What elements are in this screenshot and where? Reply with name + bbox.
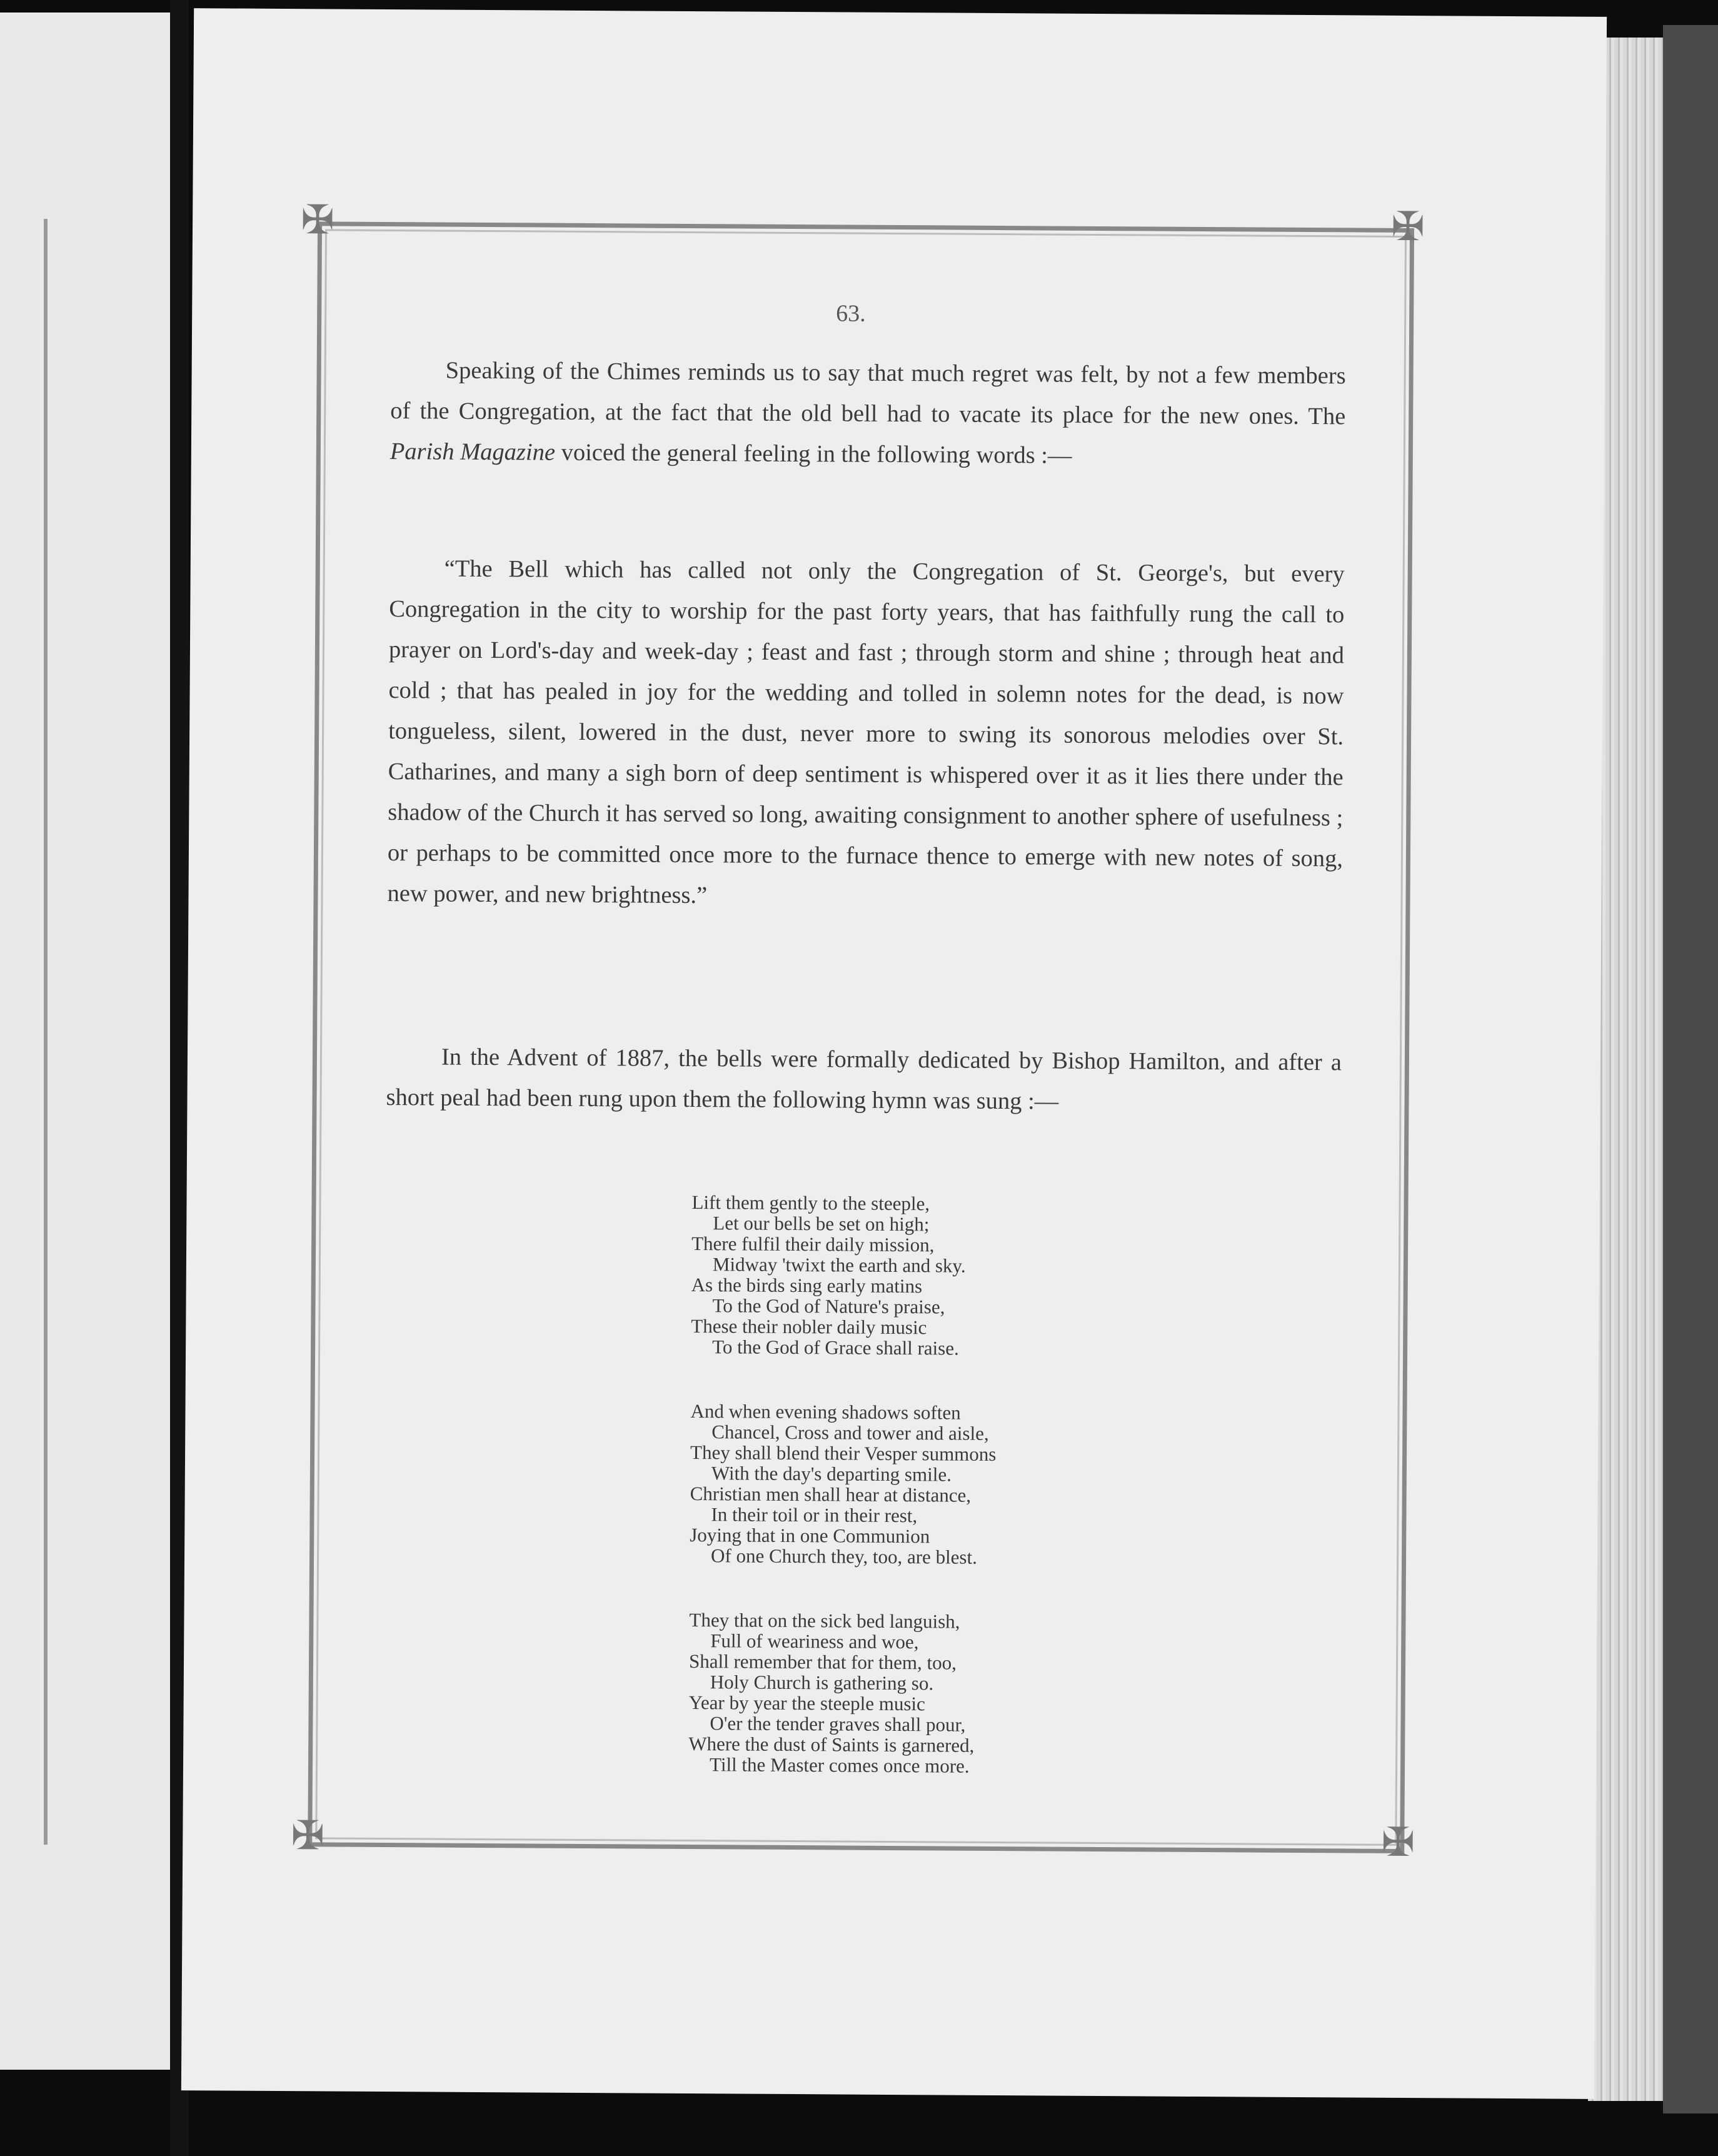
hymn-stanza-1: [691, 1192, 1255, 1360]
hymn-line: And when evening shadows soften: [690, 1400, 961, 1424]
hymn-line: Holy Church is gathering so.: [710, 1671, 934, 1695]
cross-pattee-icon: ✠: [301, 198, 335, 243]
paragraph-chimes: [390, 350, 1346, 478]
hymn-line: Chancel, Cross and tower and aisle,: [711, 1421, 989, 1444]
hymn-line: As the birds sing early matins: [691, 1274, 923, 1297]
cross-pattee-icon: ✠: [1391, 204, 1425, 249]
paragraph-chimes-text-end: voiced the general feeling in the following words :—: [555, 439, 1072, 469]
hymn-line: O'er the tender graves shall pour,: [710, 1712, 966, 1736]
hymn-line: Lift them gently to the steeple,: [691, 1191, 930, 1215]
hymn-line: These their nobler daily music: [691, 1315, 927, 1339]
hymn-line: Till the Master comes once more.: [709, 1753, 970, 1777]
paragraph-bell-quote: “The Bell which has called not only the Congregation of St. George's, but every Congregation in the city to worship for the past forty years, that has faithfully rung the call to prayer on Lord's-day and week-day ; feast and fast ; through storm and shine ; through heat and cold ; that has pealed in joy for the wedding and tolled in solemn notes for the dead, is now tongueless, silent, lowered in the dust, never more to swing its sonorous melodies over St. Catharines, and many a sigh born of deep sentiment is whispered over it as it lies there under the shadow of the Church it has served so long, awaiting consignment to another sphere of usefulness ; or perhaps to be committed once more to the furnace thence to emerge with new notes of song, new power, and new brightness.”: [387, 555, 1345, 909]
hymn-line: Christian men shall hear at distance,: [690, 1483, 972, 1506]
hymn-line: To the God of Grace shall raise.: [712, 1336, 959, 1359]
hymn-line: Of one Church they, too, are blest.: [710, 1544, 978, 1568]
hymn-line: In their toil or in their rest,: [711, 1503, 918, 1527]
hymn-line: Let our bells be set on high;: [713, 1212, 930, 1236]
book-page: [181, 8, 1607, 2099]
hymn-line: Year by year the steeple music: [688, 1691, 925, 1715]
paragraph-chimes-text-start: Speaking of the Chimes reminds us to say that much regret was felt, by not a few members of the Congregation, at the fact that the old bell had to vacate its place for the new ones. The: [390, 357, 1346, 430]
book-cover-edge: [1663, 25, 1718, 2113]
hymn-line: There fulfil their daily mission,: [691, 1232, 935, 1256]
hymn-stanza-2: [690, 1401, 1253, 1569]
cross-pattee-icon: ✠: [291, 1813, 325, 1858]
hymn-line: Midway 'twixt the earth and sky.: [712, 1253, 966, 1277]
hymn-line: Full of weariness and woe,: [710, 1630, 919, 1653]
hymn-line: To the God of Nature's praise,: [712, 1294, 945, 1318]
cross-pattee-icon: ✠: [1381, 1820, 1415, 1865]
hymn-line: They that on the sick bed languish,: [689, 1609, 960, 1633]
hymn-stanza-3: [688, 1609, 1252, 1778]
hymn-line: Joying that in one Communion: [690, 1524, 930, 1548]
hymn-line: Where the dust of Saints is garnered,: [688, 1733, 975, 1756]
paragraph-advent-dedication: In the Advent of 1887, the bells were formally dedicated by Bishop Hamilton, and after a short peal had been rung upon them the following hymn was sung :—: [386, 1044, 1342, 1115]
hymn-line: With the day's departing smile.: [711, 1462, 952, 1486]
facing-page: [0, 13, 173, 2070]
parish-magazine-title: Parish Magazine: [389, 438, 556, 466]
hymn-line: They shall blend their Vesper summons: [690, 1441, 997, 1466]
facing-page-frame-rule: [44, 219, 48, 1845]
page-number: 63.: [836, 300, 866, 327]
hymn-line: Shall remember that for them, too,: [688, 1650, 957, 1674]
